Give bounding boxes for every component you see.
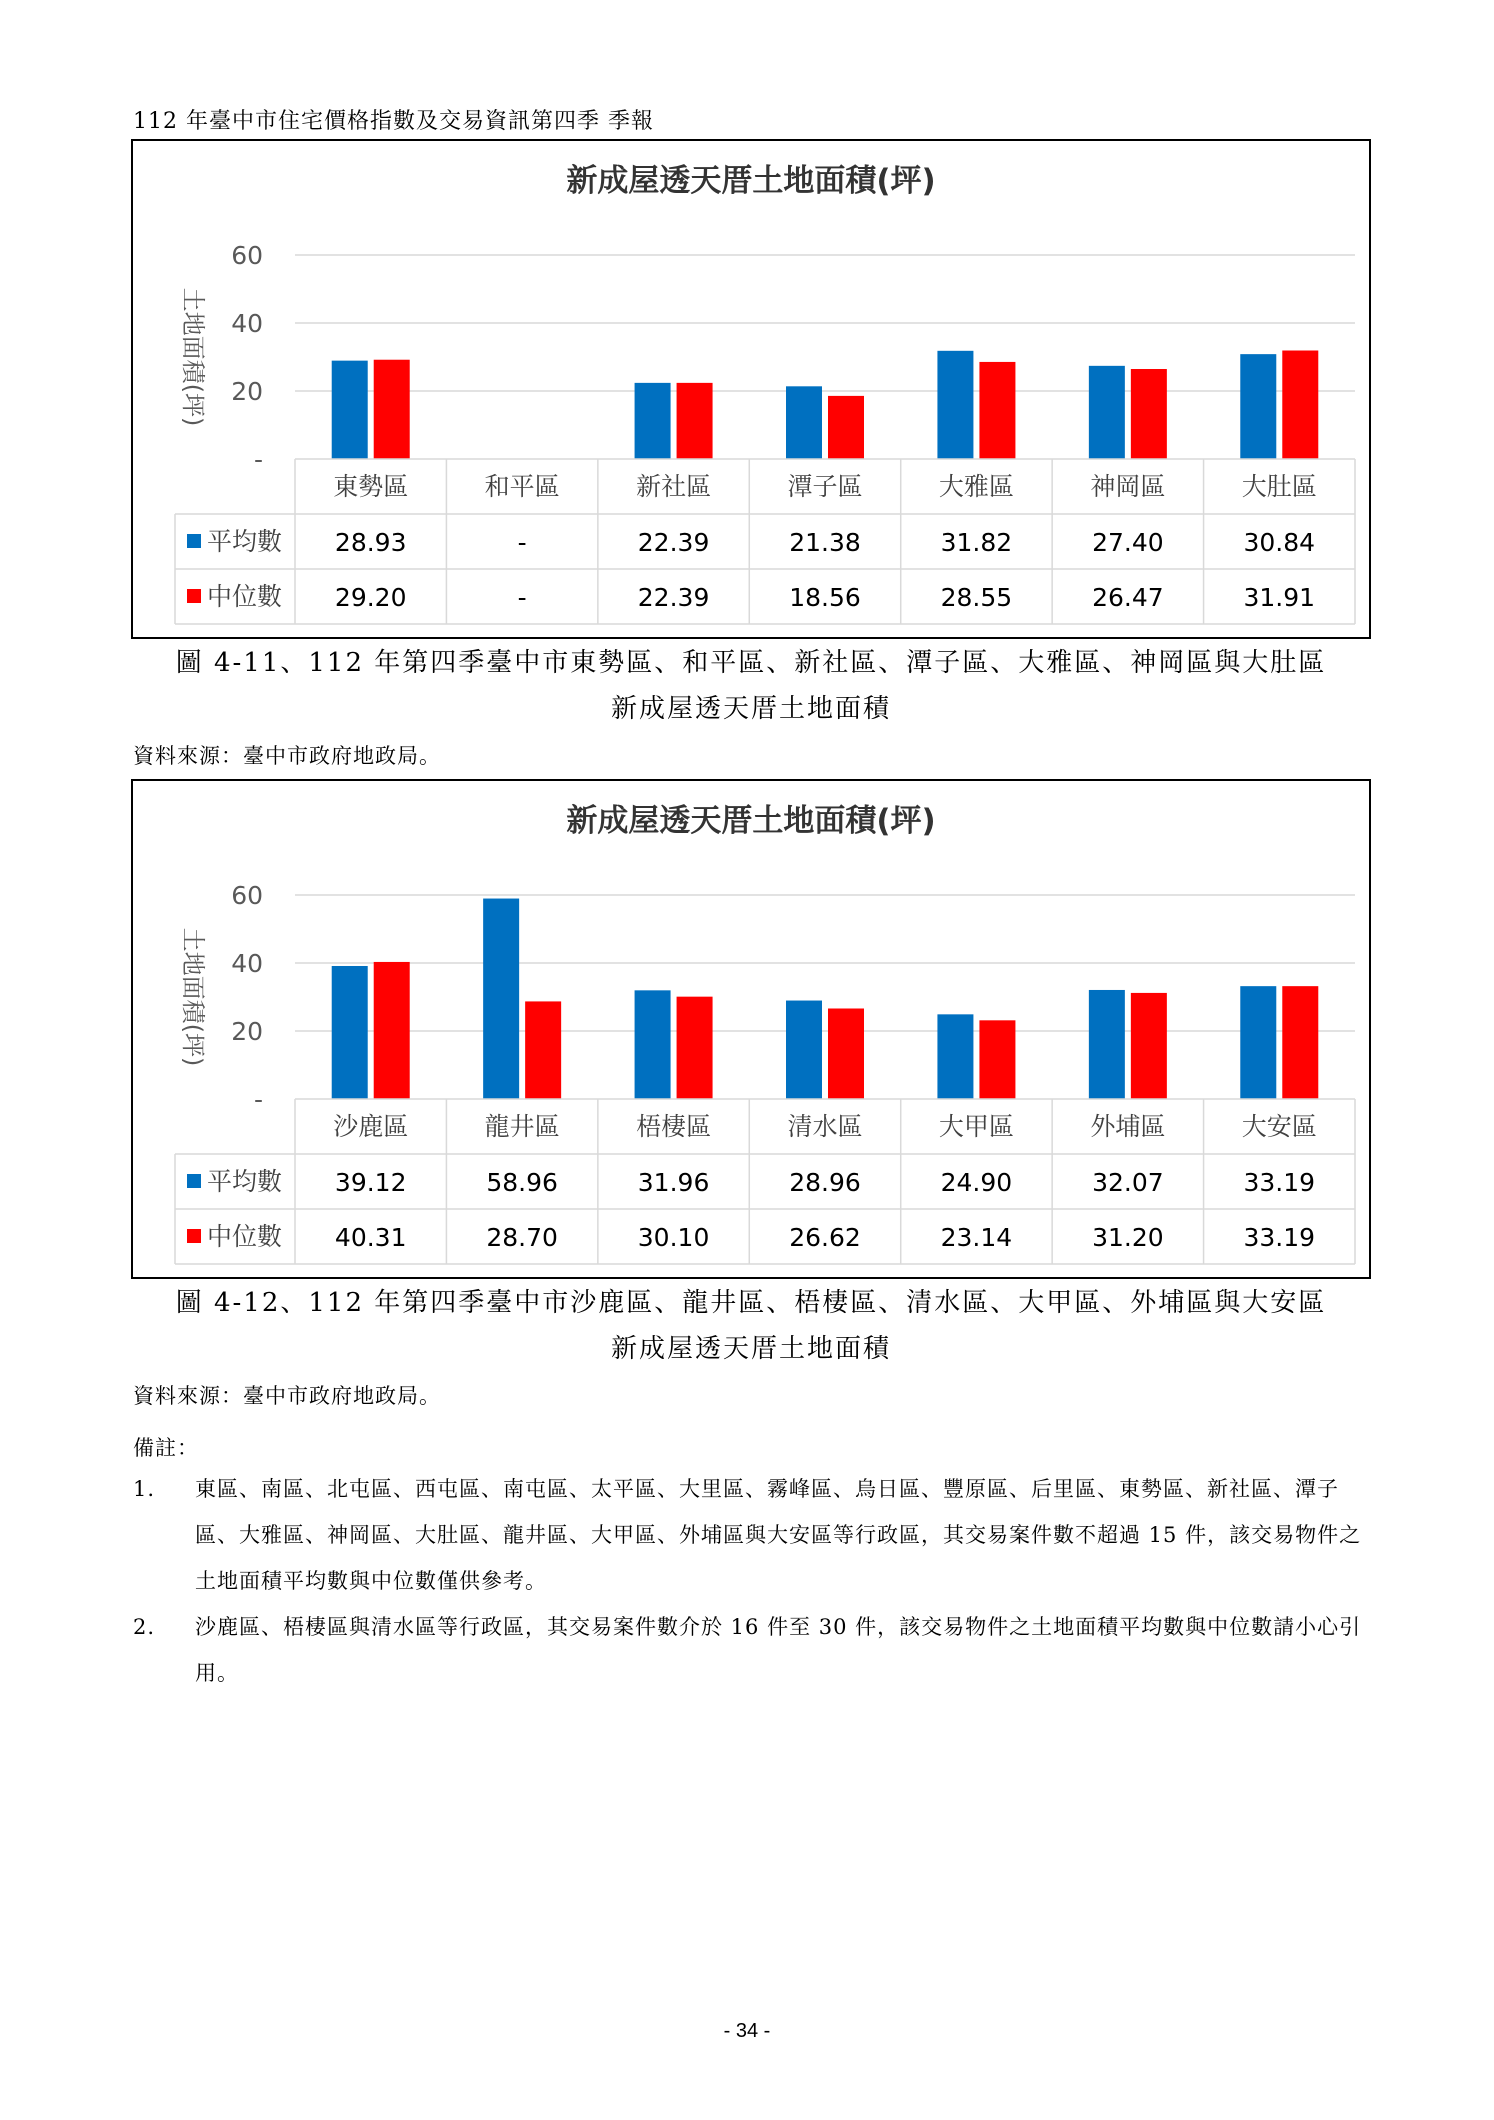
data-label: 22.39: [637, 528, 710, 557]
figure-caption-4-11: [131, 640, 1371, 732]
bar-mean: [635, 383, 671, 459]
bar-median: [1131, 993, 1167, 1099]
data-label: 26.47: [1092, 583, 1164, 612]
bar-median: [525, 1001, 561, 1099]
bar-median: [979, 362, 1015, 459]
note-number: 2.: [133, 1615, 156, 1639]
x-category-label: 東勢區: [333, 472, 409, 501]
data-label: 31.20: [1092, 1223, 1164, 1252]
x-category-label: 大雅區: [938, 472, 1014, 501]
data-label: 31.96: [637, 1168, 710, 1197]
data-label: -: [517, 528, 527, 557]
figure-caption-4-12: [131, 1280, 1371, 1372]
legend-swatch: [187, 1229, 201, 1243]
bar-mean: [483, 899, 519, 1099]
chart-land-area-2: [131, 779, 1371, 1279]
note-text: 東區、南區、北屯區、西屯區、南屯區、太平區、大里區、霧峰區、烏日區、豐原區、后里區、東勢區、新社區、潭子區、大雅區、神岡區、大肚區、龍井區、大甲區、外埔區與大安區等行政區，其交易案件數不超過 15 件，該交易物件之土地面積平均數與中位數僅供參考。: [195, 1477, 1362, 1593]
data-label: 29.20: [334, 583, 407, 612]
data-label: -: [517, 583, 527, 612]
bar-mean: [1240, 986, 1276, 1099]
x-category-label: 和平區: [484, 472, 560, 501]
chart-land-area-1: [131, 139, 1371, 639]
y-tick-label: -: [253, 1085, 263, 1114]
data-label: 23.14: [940, 1223, 1013, 1252]
y-tick-label: 20: [231, 1017, 263, 1046]
data-label: 58.96: [486, 1168, 558, 1197]
y-axis-label: 土地面積(坪): [179, 927, 207, 1067]
bar-mean: [1089, 990, 1125, 1099]
bar-median: [677, 997, 713, 1099]
legend-label: 中位數: [207, 582, 283, 611]
data-label: 28.93: [334, 528, 407, 557]
data-label: 28.70: [486, 1223, 558, 1252]
page-number: - 34 -: [723, 2020, 771, 2042]
chart-title: 新成屋透天厝土地面積(坪): [566, 163, 936, 199]
data-label: 31.82: [940, 528, 1013, 557]
legend-swatch: [187, 534, 201, 548]
data-label: 30.84: [1243, 528, 1316, 557]
x-category-label: 龍井區: [484, 1112, 560, 1141]
x-category-label: 神岡區: [1090, 472, 1166, 501]
x-category-label: 潭子區: [787, 472, 863, 501]
legend-label: 平均數: [207, 1167, 283, 1196]
y-tick-label: 40: [231, 949, 263, 978]
y-tick-label: 60: [231, 241, 263, 270]
x-category-label: 外埔區: [1090, 1112, 1166, 1141]
bar-mean: [786, 386, 822, 459]
bar-mean: [635, 990, 671, 1099]
source-note: 資料來源：臺中市政府地政局。: [133, 1384, 441, 1408]
bar-median: [828, 396, 864, 459]
bar-mean: [937, 351, 973, 459]
legend-swatch: [187, 1174, 201, 1188]
notes-title: 備註：: [133, 1436, 199, 1460]
data-label: 31.91: [1243, 583, 1316, 612]
data-label: 26.62: [789, 1223, 861, 1252]
x-category-label: 大甲區: [938, 1112, 1014, 1141]
caption-line-2: 新成屋透天厝土地面積: [610, 1334, 891, 1364]
x-category-label: 大肚區: [1241, 472, 1317, 501]
bar-mean: [937, 1014, 973, 1099]
note-number: 1.: [133, 1477, 156, 1501]
data-label: 28.96: [789, 1168, 861, 1197]
bar-mean: [332, 361, 368, 459]
chart-svg: [133, 781, 1369, 1277]
x-category-label: 清水區: [787, 1112, 863, 1141]
data-label: 21.38: [789, 528, 861, 557]
data-label: 27.40: [1092, 528, 1164, 557]
data-label: 39.12: [334, 1168, 407, 1197]
y-tick-label: 40: [231, 309, 263, 338]
legend-swatch: [187, 589, 201, 603]
x-category-label: 新社區: [636, 472, 712, 501]
data-label: 32.07: [1092, 1168, 1164, 1197]
bar-mean: [1089, 366, 1125, 459]
data-label: 33.19: [1243, 1168, 1316, 1197]
note-item: [133, 1604, 1373, 1696]
data-label: 24.90: [940, 1168, 1013, 1197]
bar-mean: [786, 1001, 822, 1099]
bar-median: [374, 962, 410, 1099]
x-category-label: 梧棲區: [636, 1112, 712, 1141]
bar-median: [1131, 369, 1167, 459]
note-item: [133, 1466, 1373, 1604]
bar-median: [1282, 351, 1318, 459]
chart-title: 新成屋透天厝土地面積(坪): [566, 803, 936, 839]
data-label: 40.31: [334, 1223, 407, 1252]
legend-label: 中位數: [207, 1222, 283, 1251]
y-tick-label: -: [253, 445, 263, 474]
bar-median: [1282, 986, 1318, 1099]
data-label: 30.10: [637, 1223, 710, 1252]
data-label: 22.39: [637, 583, 710, 612]
data-label: 28.55: [940, 583, 1013, 612]
note-text: 沙鹿區、梧棲區與清水區等行政區，其交易案件數介於 16 件至 30 件，該交易物件之土地面積平均數與中位數請小心引用。: [195, 1615, 1362, 1685]
y-tick-label: 20: [231, 377, 263, 406]
data-label: 18.56: [789, 583, 861, 612]
bar-median: [828, 1008, 864, 1099]
x-category-label: 沙鹿區: [333, 1112, 409, 1141]
legend-label: 平均數: [207, 527, 283, 556]
data-label: 33.19: [1243, 1223, 1316, 1252]
bar-mean: [332, 966, 368, 1099]
bar-median: [677, 383, 713, 459]
caption-line-1: 圖 4-11、112 年第四季臺中市東勢區、和平區、新社區、潭子區、大雅區、神岡區與大肚區: [175, 648, 1327, 678]
caption-line-2: 新成屋透天厝土地面積: [610, 694, 891, 724]
y-tick-label: 60: [231, 881, 263, 910]
caption-line-1: 圖 4-12、112 年第四季臺中市沙鹿區、龍井區、梧棲區、清水區、大甲區、外埔區與大安區: [175, 1288, 1327, 1318]
source-note: 資料來源：臺中市政府地政局。: [133, 744, 441, 768]
bar-median: [979, 1020, 1015, 1099]
y-axis-label: 土地面積(坪): [179, 287, 207, 427]
running-header: 112 年臺中市住宅價格指數及交易資訊第四季 季報: [133, 109, 654, 134]
bar-mean: [1240, 354, 1276, 459]
bar-median: [374, 360, 410, 459]
chart-svg: [133, 141, 1369, 637]
x-category-label: 大安區: [1241, 1112, 1317, 1141]
